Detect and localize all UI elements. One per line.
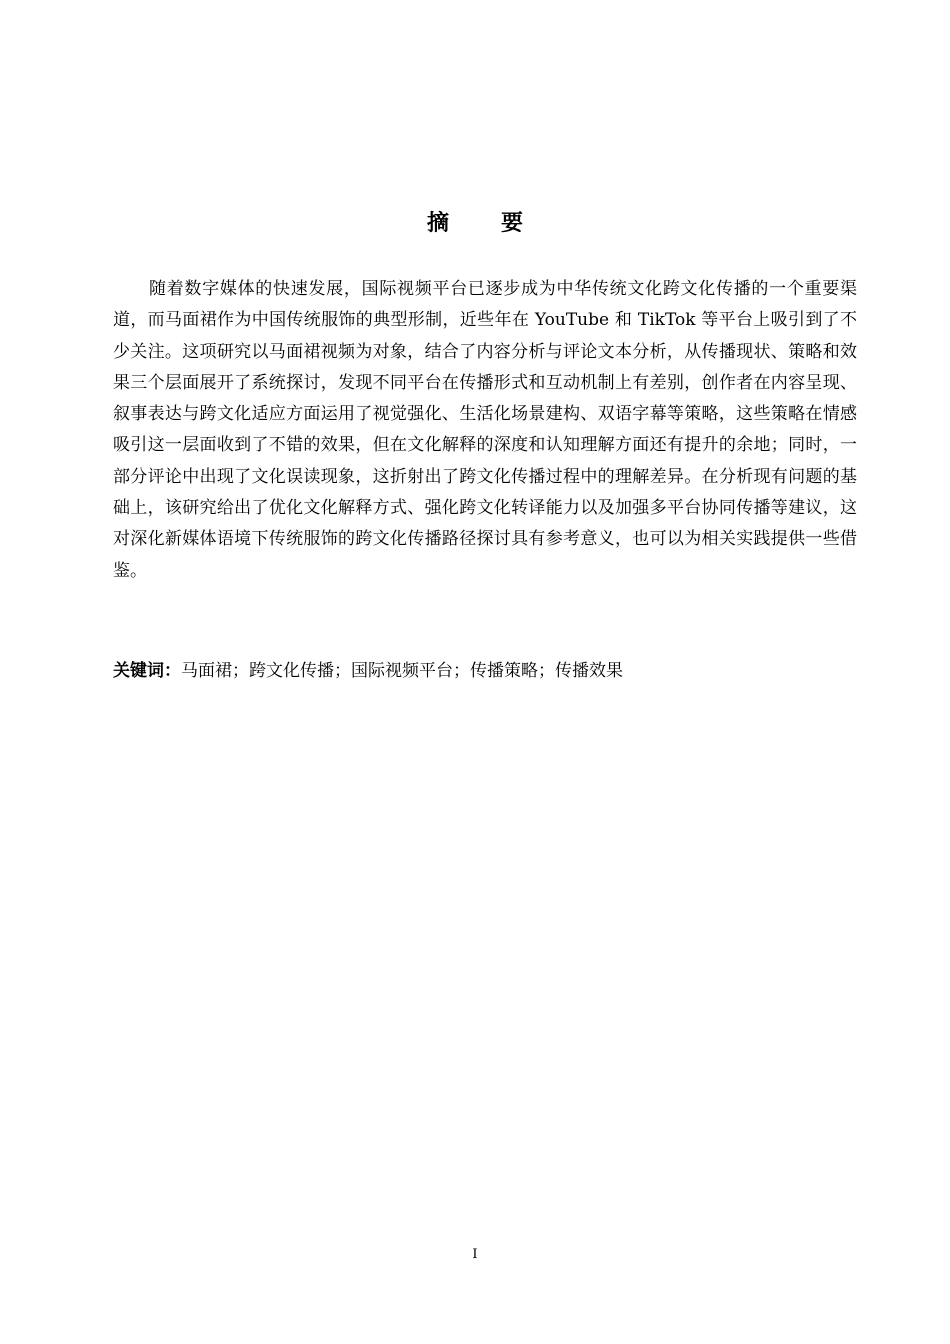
keywords-value: 马面裙；跨文化传播；国际视频平台；传播策略；传播效果 [181,661,623,681]
keywords-line [113,656,857,687]
keywords-label: 关键词： [113,661,181,681]
abstract-body: 随着数字媒体的快速发展，国际视频平台已逐步成为中华传统文化跨文化传播的一个重要渠道，而马面裙作为中国传统服饰的典型形制，近些年在 YouTube 和 TikTok 等平台上吸引到了不少关注。这项研究以马面裙视频为对象，结合了内容分析与评论文本分析，从传播现状、策略和效果三个层面展开了系统探讨，发现不同平台在传播形式和互动机制上有差别，创作者在内容呈现、叙事表达与跨文化适应方面运用了视觉强化、生活化场景建构、双语字幕等策略，这些策略在情感吸引这一层面收到了不错的效果，但在文化解释的深度和认知理解方面还有提升的余地；同时，一部分评论中出现了文化误读现象，这折射出了跨文化传播过程中的理解差异。在分析现有问题的基础上，该研究给出了优化文化解释方式、强化跨文化转译能力以及加强多平台协同传播等建议，这对深化新媒体语境下传统服饰的跨文化传播路径探讨具有参考意义，也可以为相关实践提供一些借鉴。 [113,279,857,581]
page-number: I [472,1247,478,1262]
page-title: 摘要 [426,211,575,236]
